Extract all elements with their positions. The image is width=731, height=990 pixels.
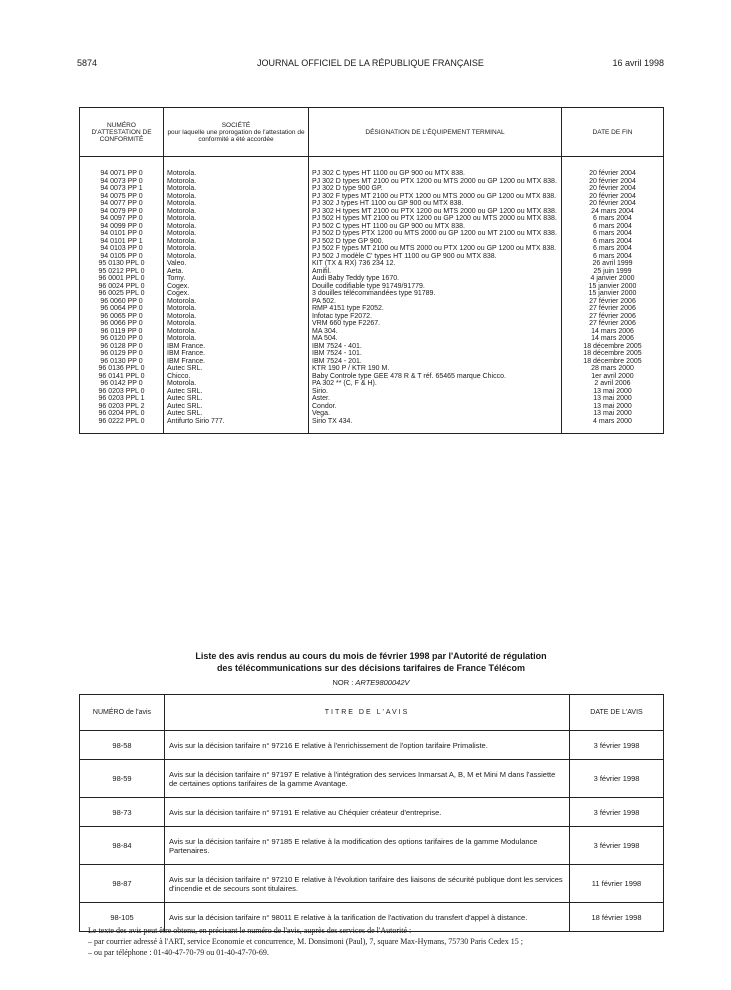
footer-line: – ou par téléphone : 01-40-47-70-79 ou 01-40-47-70-69. bbox=[88, 948, 269, 957]
equipment-cell: 3 douilles télécommandées type 91789. bbox=[309, 290, 562, 298]
end-date-cell: 18 décembre 2005 bbox=[562, 358, 664, 366]
avis-number-cell: 98-84 bbox=[80, 827, 165, 865]
nor-reference bbox=[79, 678, 663, 687]
equipment-cell: PA 302 ** (C, F & H). bbox=[309, 380, 562, 388]
page-number: 5874 bbox=[77, 58, 98, 68]
end-date-cell: 20 février 2004 bbox=[562, 200, 664, 208]
table-row bbox=[80, 305, 664, 313]
avis-number-cell: 98-59 bbox=[80, 760, 165, 798]
avis-title-cell: Avis sur la décision tarifaire n° 97191 E relative au Chéquier créateur d'entreprise. bbox=[165, 798, 570, 827]
table-row bbox=[80, 230, 664, 238]
company-cell: Motorola. bbox=[164, 178, 309, 186]
equipment-cell: PJ 502 D type GP 900. bbox=[309, 238, 562, 246]
equipment-cell: PJ 502 C types HT 1100 ou GP 900 ou MTX 838. bbox=[309, 223, 562, 231]
attestation-number-cell: 96 0222 PPL 0 bbox=[98, 417, 145, 425]
col-header-avis-date: DATE DE L'AVIS bbox=[570, 695, 664, 731]
end-date-cell: 2 avril 2006 bbox=[562, 380, 664, 388]
company-cell: Cogex. bbox=[164, 290, 309, 298]
equipment-cell: PJ 502 D types PTX 1200 ou MTS 2000 ou GP 1200 ou MT 2100 ou MTX 838. bbox=[309, 230, 562, 238]
attestation-number-cell: 96 0136 PPL 0 bbox=[98, 365, 145, 372]
table-row bbox=[80, 200, 664, 208]
table-row bbox=[80, 185, 664, 193]
attestation-number-cell: 96 0203 PPL 2 bbox=[98, 402, 145, 410]
end-date-cell: 14 mars 2006 bbox=[562, 328, 664, 336]
company-cell: Autec SRL. bbox=[164, 403, 309, 411]
end-date-cell: 20 février 2004 bbox=[562, 193, 664, 201]
company-cell: Aeta. bbox=[164, 268, 309, 276]
avis-number-cell: 98-105 bbox=[80, 903, 165, 932]
company-cell: Motorola. bbox=[164, 313, 309, 321]
equipment-cell: Aster. bbox=[309, 395, 562, 403]
company-cell: Motorola. bbox=[164, 230, 309, 238]
company-cell: Motorola. bbox=[164, 305, 309, 313]
end-date-cell: 6 mars 2004 bbox=[562, 238, 664, 246]
attestation-number-cell: 96 0066 PP 0 bbox=[100, 320, 143, 327]
end-date-cell: 14 mars 2006 bbox=[562, 335, 664, 343]
table-row bbox=[80, 731, 664, 760]
table-row bbox=[80, 178, 664, 186]
avis-date-cell: 3 février 1998 bbox=[570, 731, 664, 760]
company-cell: Autec SRL. bbox=[164, 365, 309, 373]
col-header-numero: NUMÉRO D'ATTESTATION DE CONFORMITÉ bbox=[80, 108, 164, 157]
table-row bbox=[80, 358, 664, 366]
company-cell: Motorola. bbox=[164, 380, 309, 388]
nor-label: NOR : bbox=[332, 678, 354, 687]
end-date-cell: 6 mars 2004 bbox=[562, 215, 664, 223]
equipment-cell: MA 304. bbox=[309, 328, 562, 336]
table-row bbox=[80, 208, 664, 216]
company-cell: Valeo. bbox=[164, 260, 309, 268]
end-date-cell: 1er avril 2000 bbox=[562, 373, 664, 381]
attestation-number-cell: 96 0129 PP 0 bbox=[100, 350, 143, 357]
company-cell: Autec SRL. bbox=[164, 388, 309, 396]
table-row bbox=[80, 290, 664, 298]
attestation-number-cell: 94 0073 PP 1 bbox=[100, 185, 143, 192]
company-cell: Tomy. bbox=[164, 275, 309, 283]
attestation-number-cell: 94 0101 PP 1 bbox=[100, 237, 143, 245]
col-header-avis-titre: TITRE DE L'AVIS bbox=[165, 695, 570, 731]
avis-number-cell: 98-58 bbox=[112, 740, 132, 750]
col-header-societe-sub: pour laquelle une prorogation de l'attestation de conformité a été accordée bbox=[167, 128, 305, 143]
company-cell: Motorola. bbox=[164, 335, 309, 343]
page-header bbox=[77, 58, 664, 72]
table-row bbox=[80, 320, 664, 328]
company-cell: IBM France. bbox=[164, 350, 309, 358]
attestation-number-cell: 96 0128 PP 0 bbox=[100, 342, 143, 350]
attestation-number-cell: 95 0130 PPL 0 bbox=[98, 260, 145, 267]
table-row bbox=[80, 298, 664, 306]
attestation-number-cell: 94 0075 PP 0 bbox=[100, 192, 143, 200]
company-cell: Motorola. bbox=[164, 223, 309, 231]
table-row bbox=[80, 245, 664, 253]
equipment-cell: Baby Controle type GEE 478 R & T réf. 65465 marque Chicco. bbox=[309, 373, 562, 381]
avis-title-cell: Avis sur la décision tarifaire n° 97216 E relative à l'enrichissement de l'option tarifaire Primaliste. bbox=[165, 731, 570, 760]
equipment-cell: Audi Baby Teddy type 1670. bbox=[309, 275, 562, 283]
equipment-cell: VRM 660 type F2267. bbox=[309, 320, 562, 328]
table-row bbox=[80, 865, 664, 903]
end-date-cell: 20 février 2004 bbox=[562, 178, 664, 186]
attestation-table bbox=[79, 107, 664, 434]
end-date-cell: 4 mars 2000 bbox=[562, 418, 664, 426]
avis-title-cell: Avis sur la décision tarifaire n° 97185 E relative à la modification des options tarifaires de la gamme Modulance Partenaires. bbox=[165, 827, 570, 865]
equipment-cell: Douille codifiable type 91749/91779. bbox=[309, 283, 562, 291]
end-date-cell: 27 février 2006 bbox=[562, 320, 664, 328]
company-cell: Motorola. bbox=[164, 215, 309, 223]
table-row bbox=[80, 223, 664, 231]
attestation-number-cell: 96 0064 PP 0 bbox=[100, 305, 143, 312]
equipment-cell: Infotac type F2072. bbox=[309, 313, 562, 321]
end-date-cell: 15 janvier 2000 bbox=[562, 283, 664, 291]
attestation-number-cell: 96 0141 PPL 0 bbox=[98, 372, 145, 380]
table-row bbox=[80, 380, 664, 388]
attestation-number-cell: 96 0203 PPL 0 bbox=[98, 387, 145, 395]
attestation-number-cell: 94 0103 PP 0 bbox=[100, 245, 143, 252]
company-cell: Motorola. bbox=[164, 193, 309, 201]
attestation-number-cell: 96 0142 PP 0 bbox=[100, 380, 143, 387]
attestation-number-cell: 96 0024 PPL 0 bbox=[98, 282, 145, 290]
end-date-cell: 27 février 2006 bbox=[562, 313, 664, 321]
end-date-cell: 6 mars 2004 bbox=[562, 230, 664, 238]
attestation-number-cell: 96 0060 PP 0 bbox=[100, 297, 143, 305]
attestation-number-cell: 96 0065 PP 0 bbox=[100, 312, 143, 320]
table-row bbox=[80, 418, 664, 426]
avis-title-cell: Avis sur la décision tarifaire n° 97197 E relative à l'intégration des services Inmarsat A, B, M et Mini M dans l'assiette de certaines options tarifaires de la gamme Avantage. bbox=[165, 760, 570, 798]
attestation-number-cell: 94 0097 PP 0 bbox=[100, 215, 143, 222]
avis-number-cell: 98-87 bbox=[80, 865, 165, 903]
table-row bbox=[80, 388, 664, 396]
table-row bbox=[80, 760, 664, 798]
equipment-cell: PJ 302 H types MT 2100 ou PTX 1200 ou MTS 2000 ou GP 1200 ou MTX 838. bbox=[309, 208, 562, 216]
equipment-cell: PJ 502 H types MT 2100 ou PTX 1200 ou GP 1200 ou MTS 2000 ou MTX 838. bbox=[309, 215, 562, 223]
attestation-number-cell: 94 0071 PP 0 bbox=[100, 170, 143, 177]
company-cell: Motorola. bbox=[164, 253, 309, 261]
avis-date-cell: 3 février 1998 bbox=[570, 827, 664, 865]
table-row bbox=[80, 215, 664, 223]
end-date-cell: 6 mars 2004 bbox=[562, 245, 664, 253]
equipment-cell: KIT (TX & RX) 736 234 12. bbox=[309, 260, 562, 268]
end-date-cell: 6 mars 2004 bbox=[562, 223, 664, 231]
equipment-cell: MA 504. bbox=[309, 335, 562, 343]
attestation-number-cell: 94 0077 PP 0 bbox=[100, 200, 143, 207]
company-cell: Cogex. bbox=[164, 283, 309, 291]
attestation-number-cell: 94 0105 PP 0 bbox=[100, 252, 143, 260]
table-row bbox=[80, 395, 664, 403]
journal-title: JOURNAL OFFICIEL DE LA RÉPUBLIQUE FRANÇAISE bbox=[257, 58, 484, 68]
equipment-cell: Amifil. bbox=[309, 268, 562, 276]
equipment-cell: KTR 190 P / KTR 190 M. bbox=[309, 365, 562, 373]
col-header-avis-numero: NUMÉRO de l'avis bbox=[80, 695, 165, 731]
table-row bbox=[80, 253, 664, 261]
equipment-cell: PJ 302 C types HT 1100 ou GP 900 ou MTX 838. bbox=[309, 170, 562, 178]
col-header-societe-title: SOCIÉTÉ bbox=[221, 121, 251, 129]
attestation-number-cell: 96 0119 PP 0 bbox=[100, 327, 143, 335]
equipment-cell: RMP 4151 type F2052. bbox=[309, 305, 562, 313]
company-cell: Motorola. bbox=[164, 170, 309, 178]
end-date-cell: 20 février 2004 bbox=[562, 170, 664, 178]
nor-value: ARTE9800042V bbox=[355, 678, 410, 687]
end-date-cell: 20 février 2004 bbox=[562, 185, 664, 193]
attestation-number-cell: 96 0130 PP 0 bbox=[100, 357, 143, 365]
table-row bbox=[80, 275, 664, 283]
equipment-cell: Condor. bbox=[309, 403, 562, 411]
table-row bbox=[80, 238, 664, 246]
avis-title-cell: Avis sur la décision tarifaire n° 98011 E relative à la tarification de l'activation du transfert d'appel à distance. bbox=[165, 903, 570, 932]
equipment-cell: PA 502. bbox=[309, 298, 562, 306]
table-row bbox=[80, 313, 664, 321]
equipment-cell: IBM 7524 - 101. bbox=[309, 350, 562, 358]
issue-date: 16 avril 1998 bbox=[612, 58, 664, 68]
attestation-number-cell: 96 0001 PPL 0 bbox=[98, 275, 145, 282]
end-date-cell: 27 février 2006 bbox=[562, 298, 664, 306]
end-date-cell: 18 décembre 2005 bbox=[562, 343, 664, 351]
attestation-number-cell: 94 0079 PP 0 bbox=[100, 207, 143, 215]
table-row bbox=[80, 373, 664, 381]
attestation-number-cell: 96 0203 PPL 1 bbox=[98, 395, 145, 402]
attestation-number-cell: 94 0073 PP 0 bbox=[100, 177, 143, 185]
equipment-cell: Sirio TX 434. bbox=[309, 418, 562, 426]
col-header-designation: DÉSIGNATION DE L'ÉQUIPEMENT TERMINAL bbox=[309, 108, 562, 157]
equipment-cell: IBM 7524 - 401. bbox=[309, 343, 562, 351]
company-cell: Antifurto Sirio 777. bbox=[164, 418, 309, 426]
section-title-line2: des télécommunications sur des décisions tarifaires de France Télécom bbox=[216, 663, 526, 673]
avis-number-cell: 98-73 bbox=[80, 798, 165, 827]
table-row bbox=[80, 268, 664, 276]
equipment-cell: PJ 302 D types MT 2100 ou PTX 1200 ou MTS 2000 ou GP 1200 ou MTX 838. bbox=[309, 178, 562, 186]
attestation-number-cell: 95 0212 PPL 0 bbox=[98, 267, 145, 275]
company-cell: Motorola. bbox=[164, 200, 309, 208]
end-date-cell: 15 janvier 2000 bbox=[562, 290, 664, 298]
company-cell: Motorola. bbox=[164, 298, 309, 306]
table-row bbox=[80, 365, 664, 373]
table-row bbox=[80, 410, 664, 418]
table-row bbox=[80, 350, 664, 358]
table-row bbox=[80, 798, 664, 827]
equipment-cell: PJ 502 F types MT 2100 ou MTS 2000 ou PTX 1200 ou GP 1200 ou MTX 838. bbox=[309, 245, 562, 253]
equipment-cell: PJ 302 J types HT 1100 ou GP 900 ou MTX 838. bbox=[309, 200, 562, 208]
company-cell: Motorola. bbox=[164, 208, 309, 216]
end-date-cell: 18 décembre 2005 bbox=[562, 350, 664, 358]
table-row bbox=[80, 827, 664, 865]
end-date-cell: 27 février 2006 bbox=[562, 305, 664, 313]
equipment-cell: PJ 302 F types MT 2100 ou PTX 1200 ou MTS 2000 ou GP 1200 ou MTX 838. bbox=[309, 193, 562, 201]
company-cell: Motorola. bbox=[164, 320, 309, 328]
table-row bbox=[80, 170, 664, 178]
company-cell: IBM France. bbox=[164, 343, 309, 351]
end-date-cell: 13 mai 2000 bbox=[562, 403, 664, 411]
col-header-date: DATE DE FIN bbox=[562, 108, 664, 157]
footer-note bbox=[88, 925, 668, 958]
end-date-cell: 6 mars 2004 bbox=[562, 253, 664, 261]
end-date-cell: 13 mai 2000 bbox=[562, 388, 664, 396]
table-row bbox=[80, 260, 664, 268]
avis-date-cell: 18 février 1998 bbox=[570, 903, 664, 932]
avis-date-cell: 3 février 1998 bbox=[570, 760, 664, 798]
end-date-cell: 13 mai 2000 bbox=[562, 410, 664, 418]
end-date-cell: 26 avril 1999 bbox=[562, 260, 664, 268]
company-cell: Autec SRL. bbox=[164, 410, 309, 418]
company-cell: Motorola. bbox=[164, 245, 309, 253]
avis-date-cell: 3 février 1998 bbox=[570, 798, 664, 827]
table-row bbox=[80, 328, 664, 336]
company-cell: Chicco. bbox=[164, 373, 309, 381]
equipment-cell: Vega. bbox=[309, 410, 562, 418]
attestation-number-cell: 96 0025 PPL 0 bbox=[98, 290, 145, 297]
table-row bbox=[80, 335, 664, 343]
table-row bbox=[80, 193, 664, 201]
company-cell: IBM France. bbox=[164, 358, 309, 366]
end-date-cell: 13 mai 2000 bbox=[562, 395, 664, 403]
attestation-number-cell: 96 0204 PPL 0 bbox=[98, 410, 145, 417]
equipment-cell: IBM 7524 - 201. bbox=[309, 358, 562, 366]
equipment-cell: PJ 302 D type 900 GP. bbox=[309, 185, 562, 193]
attestation-number-cell: 94 0101 PP 0 bbox=[100, 230, 143, 237]
table-row bbox=[80, 403, 664, 411]
avis-date-cell: 11 février 1998 bbox=[570, 865, 664, 903]
table-row bbox=[80, 343, 664, 351]
end-date-cell: 25 juin 1999 bbox=[562, 268, 664, 276]
company-cell: Motorola. bbox=[164, 185, 309, 193]
equipment-cell: PJ 502 J modèle C' types HT 1100 ou GP 900 ou MTX 838. bbox=[309, 253, 562, 261]
avis-title-cell: Avis sur la décision tarifaire n° 97210 E relative à l'évolution tarifaire des liaisons de sécurité publique dont les services d'incendie et de secours sont titulaires. bbox=[165, 865, 570, 903]
footer-line: – par courrier adressé à l'ART, service Economie et concurrence, M. Donsimoni (Paul), 7, square Max-Hymans, 75730 Paris Cedex 15 ; bbox=[88, 937, 523, 946]
section-title-line1: Liste des avis rendus au cours du mois de février 1998 par l'Autorité de régulation bbox=[195, 651, 547, 661]
attestation-number-cell: 94 0099 PP 0 bbox=[100, 222, 143, 230]
table-row bbox=[80, 283, 664, 291]
company-cell: Autec SRL. bbox=[164, 395, 309, 403]
equipment-cell: Sirio. bbox=[309, 388, 562, 396]
avis-table bbox=[79, 694, 664, 932]
footer-line: Le texte des avis peut être obtenu, en précisant le numéro de l'avis, auprès des services de l'Autorité : bbox=[88, 926, 412, 935]
end-date-cell: 28 mars 2000 bbox=[562, 365, 664, 373]
company-cell: Motorola. bbox=[164, 328, 309, 336]
end-date-cell: 4 janvier 2000 bbox=[562, 275, 664, 283]
company-cell: Motorola. bbox=[164, 238, 309, 246]
attestation-number-cell: 96 0120 PP 0 bbox=[100, 335, 143, 342]
end-date-cell: 24 mars 2004 bbox=[562, 208, 664, 216]
col-header-societe bbox=[164, 108, 309, 157]
